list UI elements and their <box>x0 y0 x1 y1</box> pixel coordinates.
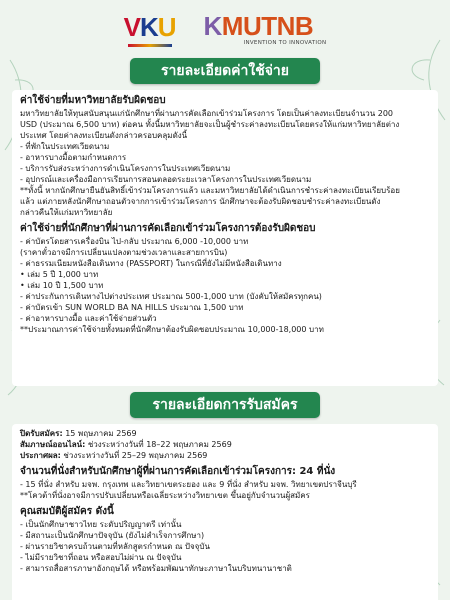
text-line: **ทั้งนี้ หากนักศึกษายืนยันสิทธิ์เข้าร่วมโครงการแล้ว และมหาวิทยาลัยได้ดำเนินการชำระค่าลงทะเบียนเรียบร้อย <box>20 186 400 195</box>
application-banner: รายละเอียดการรับสมัคร <box>130 392 320 418</box>
text-line: ประเทศ โดยค่าลงทะเบียนดังกล่าวครอบคลุมดังนี้ <box>20 131 188 140</box>
text-line: - อาหารบางมื้อตามกำหนดการ <box>20 153 127 162</box>
date-row <box>20 428 430 439</box>
expense-banner: รายละเอียดค่าใช้จ่าย <box>130 58 320 84</box>
text-line: กล่าวคืนให้แก่มหาวิทยาลัย <box>20 208 113 217</box>
kmutnb-logo: KMUTNB INVENTION TO INNOVATION <box>203 10 327 46</box>
quota-body <box>20 479 430 501</box>
text-line: - ค่าอาหารบางมื้อ และค่าใช้จ่ายส่วนตัว <box>20 314 157 323</box>
quota-heading: จำนวนที่นั่งสำหรับนักศึกษาผู้ที่ผ่านการคัดเลือกเข้าร่วมโครงการ: 24 ที่นั่ง <box>20 466 336 477</box>
application-dates <box>20 428 430 461</box>
text-line: - ค่าบัตรโดยสารเครื่องบิน ไป-กลับ ประมาณ 6,000 -10,000 บาท <box>20 237 249 246</box>
qualification-body <box>20 519 430 574</box>
text-line: USD (ประมาณ 6,500 บาท) ต่อคน ทั้งนี้มหาวิทยาลัยจะเป็นผู้ชำระค่าลงทะเบียนโดยตรงให้แก่มหาวิทยาลัยต่าง <box>20 120 400 129</box>
logo-row <box>10 0 440 52</box>
text-line: - ค่าประกันการเดินทางไปต่างประเทศ ประมาณ 500-1,000 บาท (บังคับให้สมัครทุกคน) <box>20 292 322 301</box>
text-line: **โควต้าที่นั่งอาจมีการปรับเปลี่ยนหรือเฉลี่ยระหว่างวิทยาเขต ขึ้นอยู่กับจำนวนผู้สมัคร <box>20 491 310 500</box>
text-line: - อุปกรณ์และเครื่องมือการเรียนการสอนตลอดระยะเวลาโครงการในประเทศเวียดนาม <box>20 175 312 184</box>
text-line: - ผ่านรายวิชาครบถ้วนตามที่หลักสูตรกำหนด ณ ปัจจุบัน <box>20 542 210 551</box>
text-line: - สามารถสื่อสารภาษาอังกฤษได้ หรือพร้อมพัฒนาทักษะภาษาในบริบทนานาชาติ <box>20 564 292 573</box>
date-value: ช่วงระหว่างวันที่ 18–22 พฤษภาคม 2569 <box>85 440 232 449</box>
text-line: (ราคาตั๋วอาจมีการเปลี่ยนแปลงตามช่วงเวลาและสายการบิน) <box>20 248 228 257</box>
university-expense-body <box>20 108 430 218</box>
date-value: ช่วงระหว่างวันที่ 25–29 พฤษภาคม 2569 <box>60 451 208 460</box>
application-card <box>12 424 438 600</box>
text-line: - บริการรับส่งระหว่างการดำเนินโครงการในประเทศเวียดนาม <box>20 164 231 173</box>
text-line: • เล่ม 5 ปี 1,000 บาท <box>20 270 99 279</box>
text-line: - ไม่มีรายวิชาที่ถอน หรือสอบไม่ผ่าน ณ ปัจจุบัน <box>20 553 182 562</box>
expense-card <box>12 90 438 386</box>
student-expense-heading: ค่าใช้จ่ายที่นักศึกษาที่ผ่านการคัดเลือกเข้าร่วมโครงการต้องรับผิดชอบ <box>20 223 316 234</box>
text-line: • เล่ม 10 ปี 1,500 บาท <box>20 281 104 290</box>
university-expense-heading: ค่าใช้จ่ายที่มหาวิทยาลัยรับผิดชอบ <box>20 95 166 106</box>
date-row <box>20 450 430 461</box>
student-expense-body <box>20 236 430 335</box>
kmutnb-tagline: INVENTION TO INNOVATION <box>243 39 327 46</box>
date-value: 15 พฤษภาคม 2569 <box>62 429 137 438</box>
qualification-heading: คุณสมบัติผู้สมัคร ดังนี้ <box>20 506 114 517</box>
vku-logo: VKU <box>124 12 176 47</box>
date-label: ปิดรับสมัคร: <box>20 429 63 438</box>
text-line: - ที่พักในประเทศเวียดนาม <box>20 142 110 151</box>
text-line: - ค่าบัตรเข้า SUN WORLD BA NA HILLS ประมาณ 1,500 บาท <box>20 303 244 312</box>
text-line: มหาวิทยาลัยให้ทุนสนับสนุนแก่นักศึกษาที่ผ่านการคัดเลือกเข้าร่วมโครงการ โดยเป็นค่าลงทะเบียนจำนวน 200 <box>20 109 393 118</box>
text-line: แล้ว แต่ภายหลังนักศึกษาถอนตัวจากการเข้าร่วมโครงการ นักศึกษาจะต้องรับผิดชอบชำระค่าลงทะเบียนดัง <box>20 197 381 206</box>
text-line: **ประมาณการค่าใช้จ่ายทั้งหมดที่นักศึกษาต้องรับผิดชอบประมาณ 10,000-18,000 บาท <box>20 325 324 334</box>
date-row <box>20 439 430 450</box>
text-line: - 15 ที่นั่ง สำหรับ มจพ. กรุงเทพ และวิทยาเขตระยอง และ 9 ที่นั่ง สำหรับ มจพ. วิทยาเขตปราจีนบุรี <box>20 480 357 489</box>
text-line: - ค่าธรรมเนียมหนังสือเดินทาง (PASSPORT) ในกรณีที่ยังไม่มีหนังสือเดินทาง <box>20 259 282 268</box>
text-line: - เป็นนักศึกษาชาวไทย ระดับปริญญาตรี เท่านั้น <box>20 520 182 529</box>
text-line: - มีสถานะเป็นนักศึกษาปัจจุบัน (ยังไม่สำเร็จการศึกษา) <box>20 531 205 540</box>
date-label: สัมภาษณ์ออนไลน์: <box>20 440 86 449</box>
date-label: ประกาศผล: <box>20 451 61 460</box>
